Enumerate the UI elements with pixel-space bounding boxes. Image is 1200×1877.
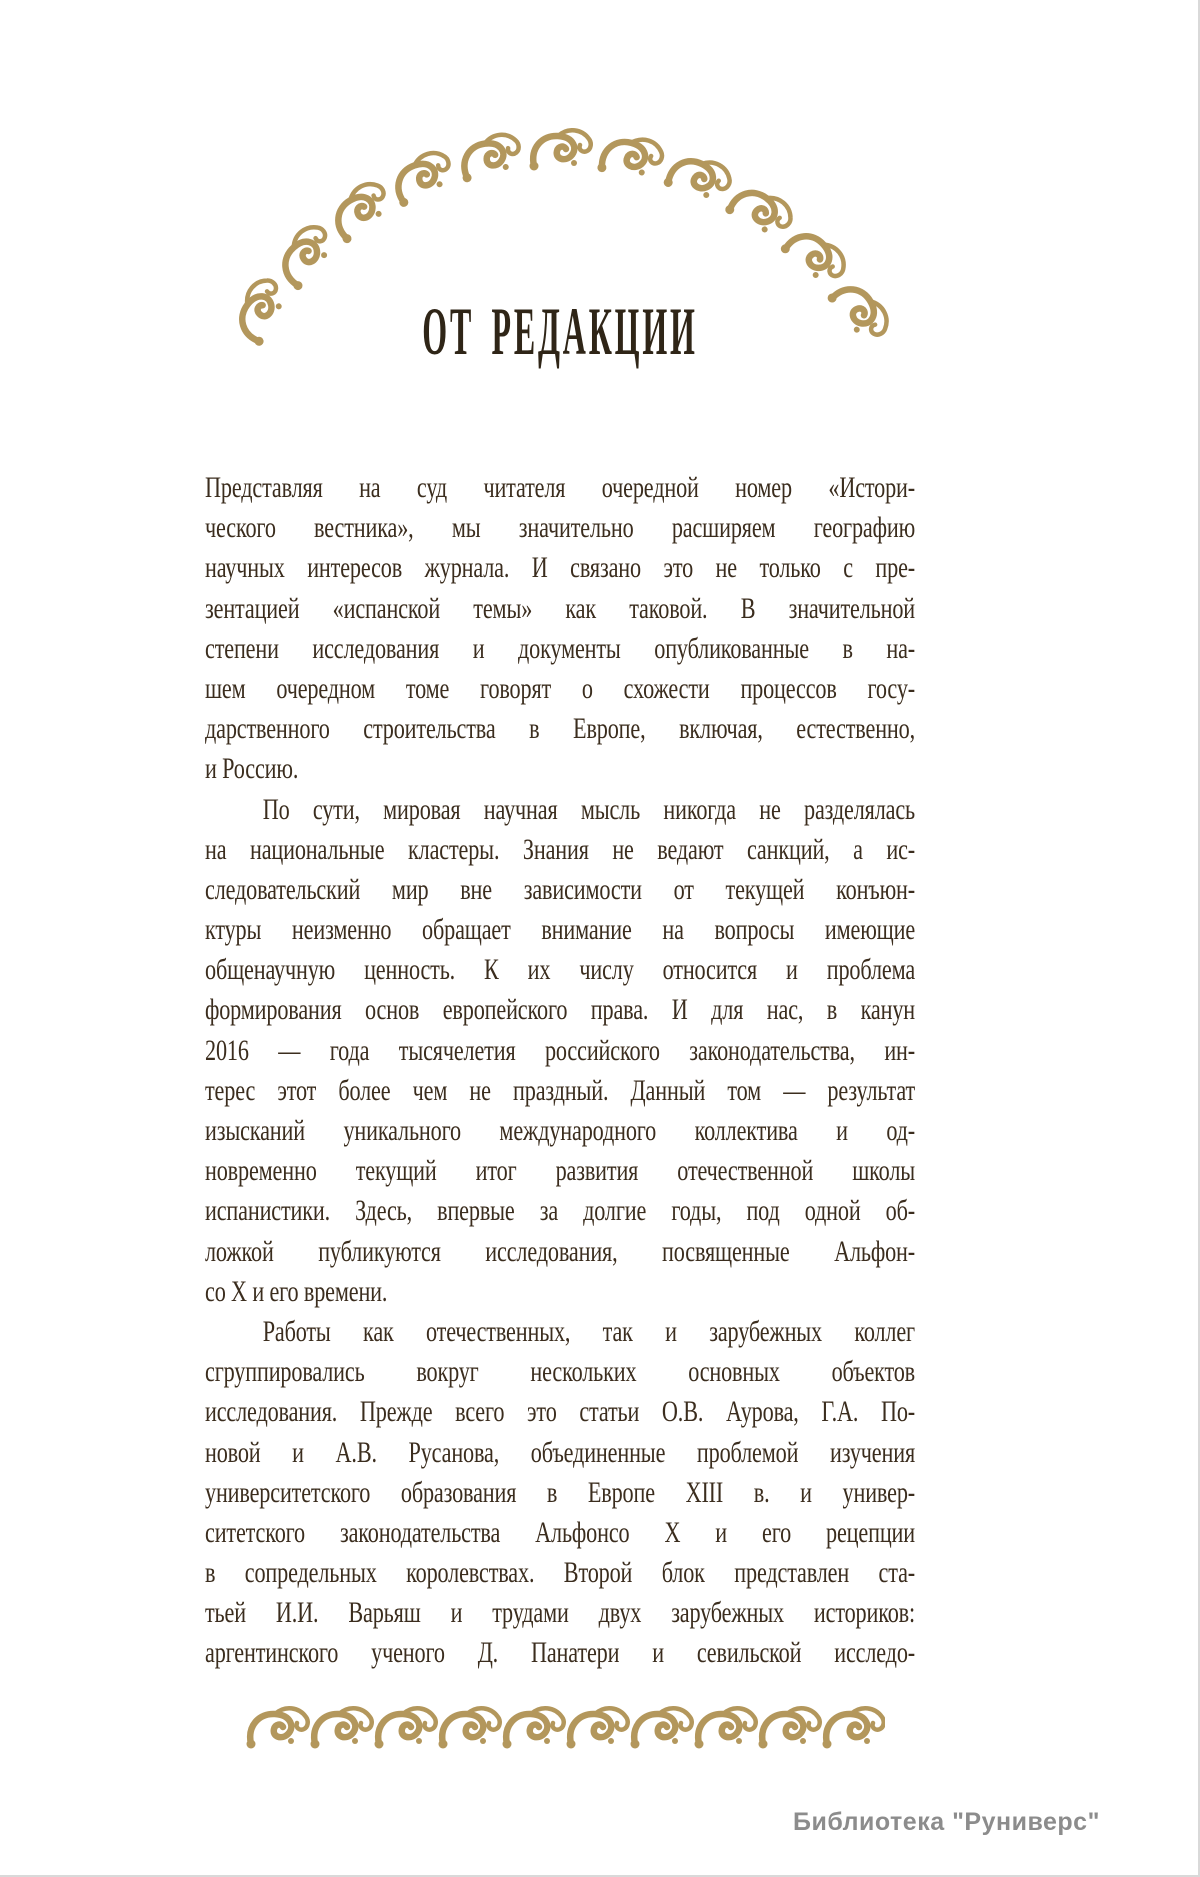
bottom-band-ornament-icon (245, 1704, 885, 1752)
text-line: и Россию. (205, 752, 299, 786)
paragraph (205, 1312, 915, 1674)
text-line: сгруппировались вокруг нескольких основных объектов (205, 1355, 916, 1389)
text-line: научных интересов журнала. И связано это не только с пре- (205, 551, 916, 585)
text-line: общенаучную ценность. К их числу относится и проблема (205, 953, 916, 987)
text-line: аргентинского ученого Д. Панатери и севильской исследо- (205, 1636, 916, 1670)
text-line: Работы как отечественных, так и зарубежных коллег (262, 1314, 916, 1348)
text-line: тьей И.И. Варьяш и трудами двух зарубежных историков: (205, 1596, 916, 1630)
page-title (205, 292, 915, 371)
text-line: новой и А.В. Русанова, объединенные проблемой изучения (205, 1435, 916, 1469)
text-line: Представляя на суд читателя очередной номер «Истори- (205, 471, 916, 504)
text-line: ложкой публикуются исследования, посвященные Альфон- (205, 1234, 916, 1268)
text-line: ситетского законодательства Альфонсо X и его рецепции (205, 1515, 916, 1549)
watermark: Библиотека "Руниверс" (793, 1808, 1100, 1836)
text-line: По сути, мировая научная мысль никогда не разделялась (262, 792, 916, 826)
text-line: в сопредельных королевствах. Второй блок представлен ста- (205, 1556, 916, 1590)
text-line: степени исследования и документы опубликованные в на- (205, 631, 916, 665)
text-line: новременно текущий итог развития отечественной школы (205, 1154, 916, 1188)
text-line: исследования. Прежде всего это статьи О.В. Аурова, Г.А. По- (205, 1395, 916, 1429)
text-line: ктуры неизменно обращает внимание на вопросы имеющие (205, 913, 916, 947)
page-title-text: ОТ РЕДАКЦИИ (422, 293, 698, 369)
text-line: университетского образования в Европе XIII в. и универ- (205, 1475, 916, 1509)
text-column (205, 468, 915, 1674)
text-line: ческого вестника», мы значительно расширяем географию (205, 511, 916, 545)
text-line: зентацией «испанской темы» как таковой. В значительной (205, 591, 916, 625)
text-line: на национальные кластеры. Знания не ведают санкций, а ис- (205, 832, 916, 866)
text-line: изысканий уникального международного коллектива и од- (205, 1114, 916, 1147)
text-line: терес этот более чем не праздный. Данный том — результат (205, 1073, 916, 1107)
paragraph (205, 790, 915, 1312)
text-line: испанистики. Здесь, впервые за долгие годы, под одной об- (205, 1194, 916, 1228)
text-line: 2016 — года тысячелетия российского законодательства, ин- (205, 1033, 916, 1067)
body-text (205, 468, 915, 1674)
paragraph (205, 468, 915, 790)
text-line: со X и его времени. (205, 1274, 388, 1308)
text-line: следовательский мир вне зависимости от текущей конъюн- (205, 872, 916, 906)
text-line: дарственного строительства в Европе, включая, естественно, (205, 712, 916, 746)
text-line: шем очередном томе говорят о схожести процессов госу- (205, 671, 916, 705)
text-line: формирования основ европейского права. И для нас, в канун (205, 993, 916, 1027)
